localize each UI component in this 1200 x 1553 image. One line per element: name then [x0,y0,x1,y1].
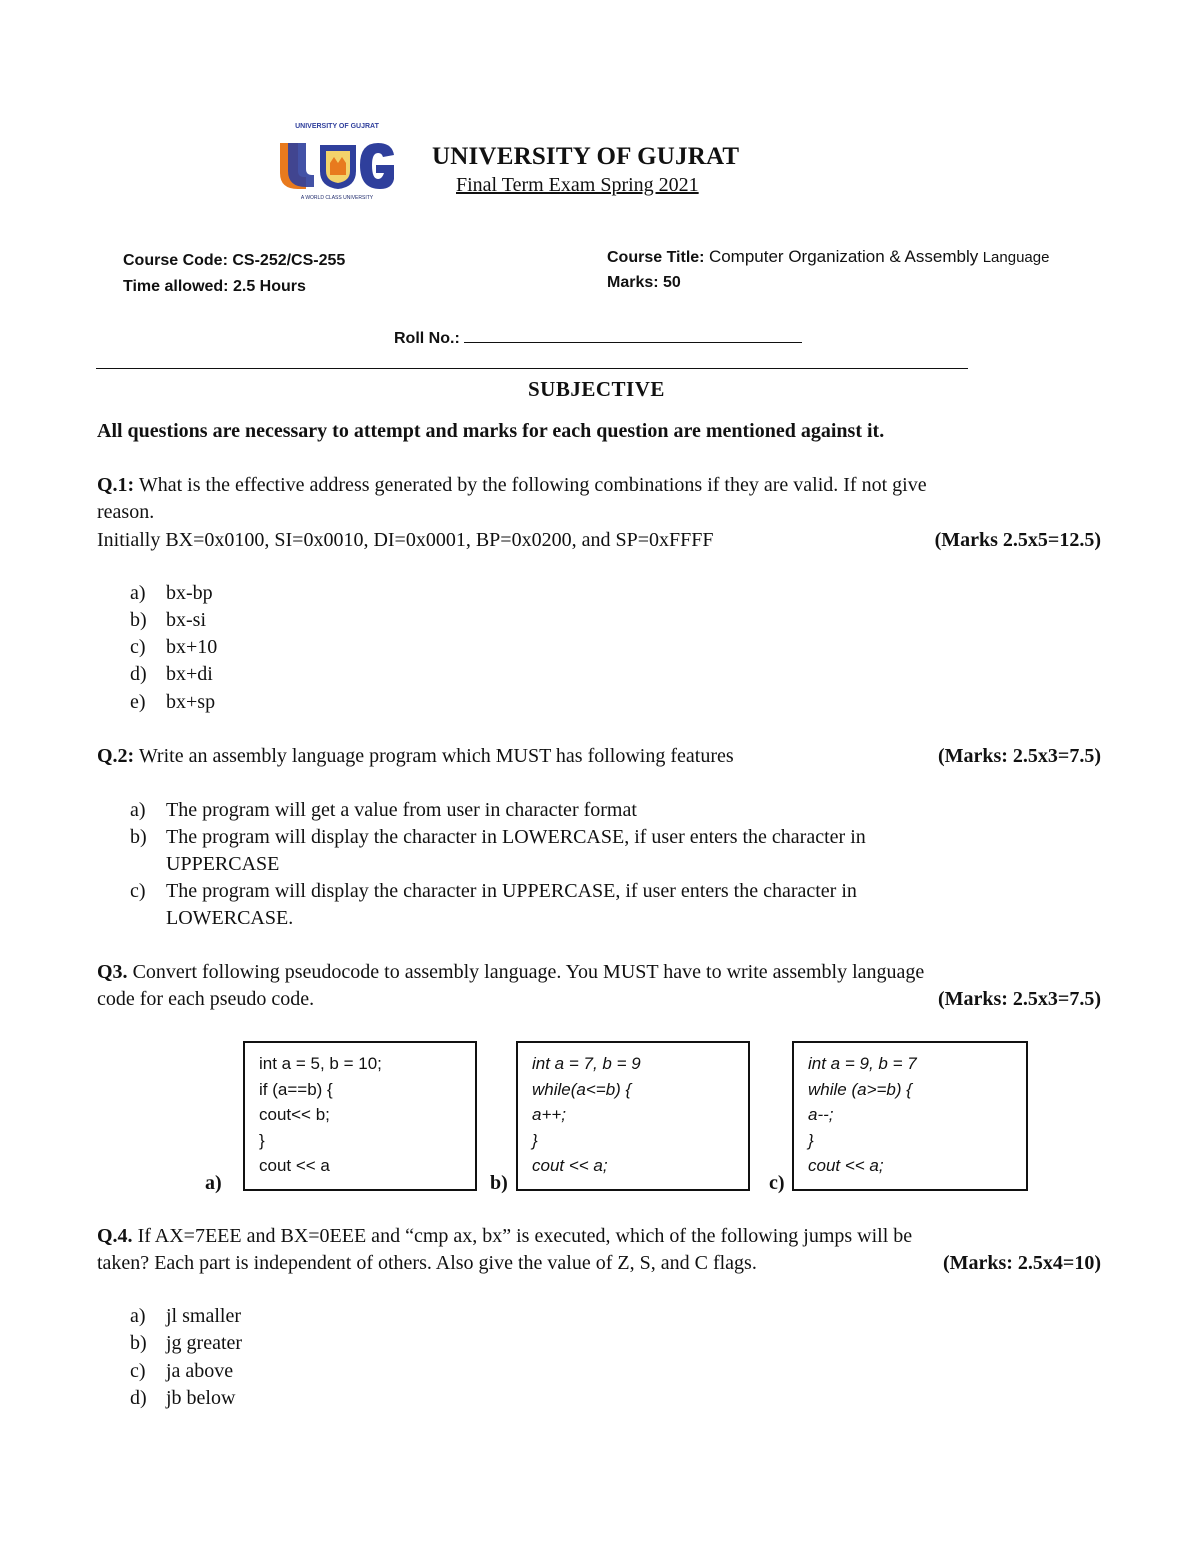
code-line: } [808,1130,814,1150]
code-line: int a = 9, b = 7 [808,1054,917,1073]
university-title: UNIVERSITY OF GUJRAT [432,143,740,170]
q4-option: b) jg greater [130,1332,243,1354]
q1-text: Q.1: What is the effective address generated by the following combinations if they are valid. If not give [97,474,927,496]
separator-line [96,368,968,369]
q2-marks: (Marks: 2.5x3=7.5) [937,745,1101,767]
logo-tagline: A WORLD CLASS UNIVERSITY [300,195,374,201]
course-title: Course Title: Computer Organization & Assembly Language [607,247,1050,266]
code-line: } [259,1130,265,1150]
code-box-c [792,1041,1028,1191]
q3-label: Q3. [97,961,128,983]
q4-option: d) jb below [130,1387,236,1409]
q4-marks: (Marks: 2.5x4=10) [942,1252,1101,1274]
q1-marks: (Marks 2.5x5=12.5) [934,529,1101,551]
code-line: a--; [808,1105,834,1124]
logo-top-text: UNIVERSITY OF GUJRAT [295,123,379,130]
code-line: int a = 7, b = 9 [532,1054,641,1073]
code-box-a [243,1041,477,1191]
q1-option: e) bx+sp [130,691,216,713]
code-box-label-b: b) [490,1172,508,1194]
total-marks: Marks: 50 [607,274,681,291]
q2-option: a) The program will get a value from user in character format [130,799,637,821]
code-line: a++; [532,1105,567,1124]
q2-option-cont: UPPERCASE [166,853,280,875]
q1-option: b) bx-si [130,609,206,631]
code-line: cout << a; [808,1156,884,1175]
code-line: } [532,1130,538,1150]
time-allowed: Time allowed: 2.5 Hours [123,278,306,295]
code-line: cout << a [259,1156,330,1175]
q4-option: c) ja above [130,1360,234,1382]
code-line: while (a>=b) { [808,1079,912,1099]
q2-option: c) The program will display the character in UPPERCASE, if user enters the character in [130,880,857,902]
q3-text-cont: code for each pseudo code. [97,988,315,1010]
code-line: if (a==b) { [259,1079,333,1099]
q1-text-cont: reason. [97,501,155,523]
exam-title: Final Term Exam Spring 2021 [456,174,699,196]
code-box-b [516,1041,750,1191]
course-code: Course Code: CS-252/CS-255 [123,252,346,269]
roll-number: Roll No.: [394,330,802,348]
q4-label: Q.4. [97,1225,133,1247]
q2-label: Q.2: [97,745,135,767]
q1-option: a) bx-bp [130,582,213,604]
instructions: All questions are necessary to attempt and marks for each question are mentioned against it. [97,420,885,442]
q4-text-cont: taken? Each part is independent of others. Also give the value of Z, S, and C flags. [97,1252,757,1274]
q2-text: Q.2: Write an assembly language program which MUST has following features [97,745,734,767]
code-line: cout << a; [532,1156,608,1175]
q4-option: a) jl smaller [130,1305,241,1327]
code-line: int a = 5, b = 10; [259,1054,382,1073]
code-box-label-c: c) [769,1172,785,1194]
q1-option: c) bx+10 [130,636,218,658]
code-box-label-a: a) [205,1172,222,1194]
q1-option: d) bx+di [130,663,213,685]
roll-number-blank[interactable] [464,330,802,343]
code-line: cout<< b; [259,1105,330,1124]
q4-text: Q.4. If AX=7EEE and BX=0EEE and “cmp ax, bx” is executed, which of the following jumps will be [97,1225,913,1247]
q2-option: b) The program will display the character in LOWERCASE, if user enters the character in [130,826,866,848]
university-logo [276,121,398,201]
q1-initial-values: Initially BX=0x0100, SI=0x0010, DI=0x0001, BP=0x0200, and SP=0xFFFF [97,529,714,551]
q3-marks: (Marks: 2.5x3=7.5) [937,988,1101,1010]
q3-text: Q3. Convert following pseudocode to assembly language. You MUST have to write assembly language [97,961,925,983]
q1-label: Q.1: [97,474,135,496]
section-title: SUBJECTIVE [528,377,665,401]
q2-option-cont: LOWERCASE. [166,907,294,929]
code-line: while(a<=b) { [532,1079,632,1099]
